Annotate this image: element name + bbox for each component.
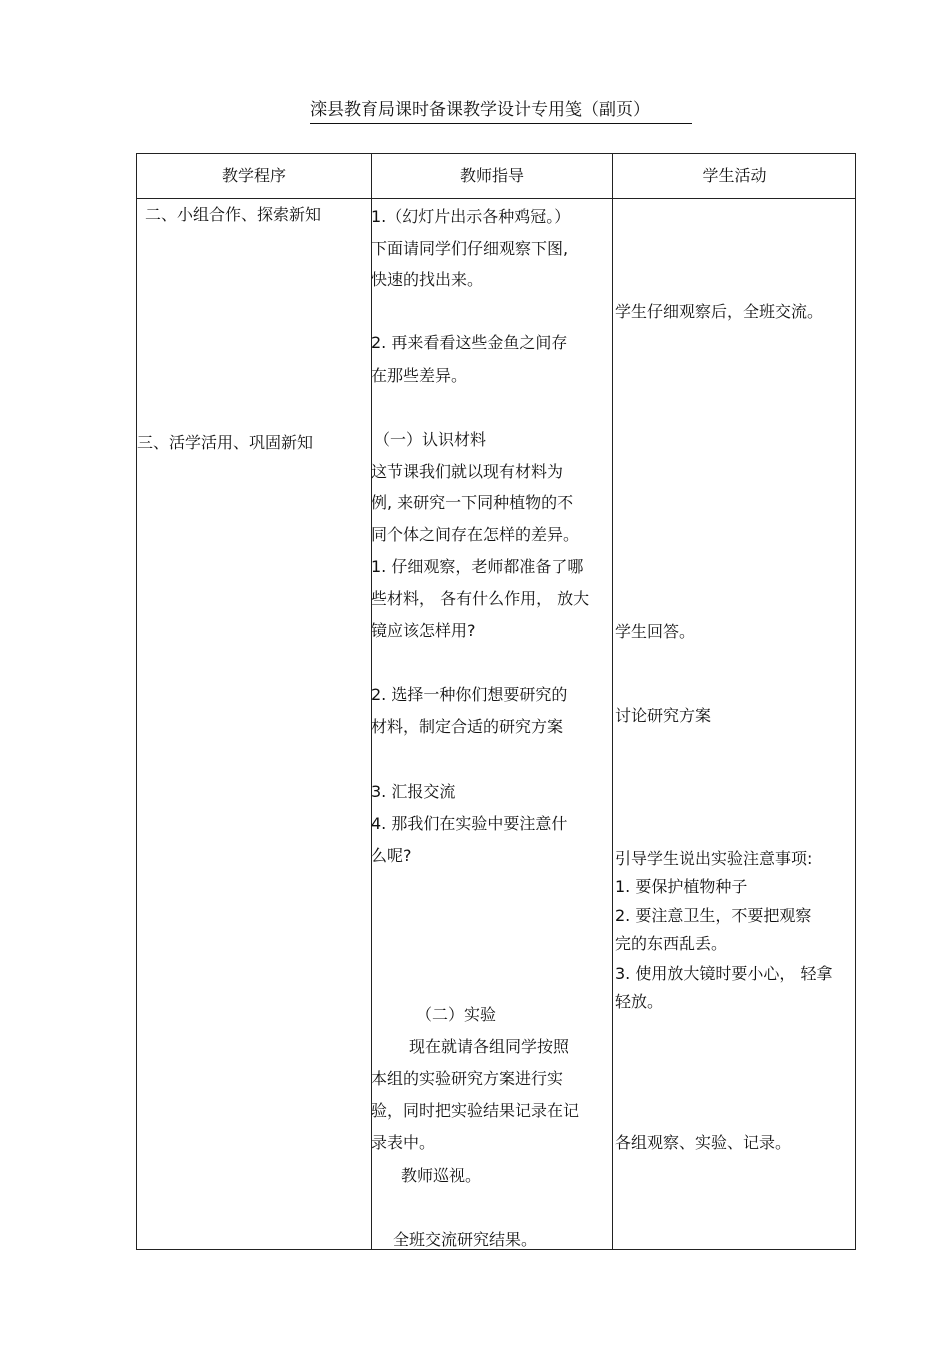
teacher-line: 3. 汇报交流 bbox=[371, 782, 456, 801]
header-student: 学生活动 bbox=[702, 166, 767, 185]
teacher-line: 现在就请各组同学按照 bbox=[409, 1037, 570, 1056]
column-divider bbox=[612, 154, 613, 1249]
lesson-plan-table bbox=[136, 153, 856, 1250]
teacher-line: 本组的实验研究方案进行实 bbox=[371, 1069, 564, 1088]
teacher-line: 镜应该怎样用? bbox=[371, 621, 476, 640]
teacher-line: 这节课我们就以现有材料为 bbox=[371, 462, 564, 481]
teacher-line: 4. 那我们在实验中要注意什 bbox=[371, 814, 568, 833]
teacher-line: 2. 再来看看这些金鱼之间存 bbox=[371, 333, 568, 352]
teacher-line: 1. 仔细观察，老师都准备了哪 bbox=[371, 557, 584, 576]
student-line: 3. 使用放大镜时要小心， 轻拿 bbox=[615, 964, 833, 983]
teacher-line: 么呢? bbox=[371, 846, 412, 865]
student-line: 讨论研究方案 bbox=[615, 706, 712, 725]
student-line: 学生回答。 bbox=[615, 622, 696, 641]
teacher-line: 全班交流研究结果。 bbox=[393, 1230, 538, 1249]
teacher-line: （二）实验 bbox=[416, 1005, 497, 1024]
student-line: 各组观察、实验、记录。 bbox=[615, 1133, 792, 1152]
teacher-line: 2. 选择一种你们想要研究的 bbox=[371, 685, 568, 704]
teacher-line: 录表中。 bbox=[371, 1133, 436, 1152]
student-line: 学生仔细观察后，全班交流。 bbox=[615, 302, 824, 321]
student-line: 2. 要注意卫生，不要把观察 bbox=[615, 906, 812, 925]
teacher-line: 快速的找出来。 bbox=[371, 270, 484, 289]
header-procedure: 教学程序 bbox=[221, 166, 286, 185]
teacher-line: 验，同时把实验结果记录在记 bbox=[371, 1101, 580, 1120]
teacher-line: 1.（幻灯片出示各种鸡冠。） bbox=[371, 207, 571, 226]
teacher-line: 下面请同学们仔细观察下图, bbox=[371, 239, 569, 258]
teacher-line: 在那些差异。 bbox=[371, 366, 468, 385]
teacher-line: 同个体之间存在怎样的差异。 bbox=[371, 525, 580, 544]
student-line: 引导学生说出实验注意事项: bbox=[615, 849, 813, 868]
page-title: 滦县教育局课时备课教学设计专用笺（副页） bbox=[310, 98, 692, 124]
teacher-line: （一）认识材料 bbox=[374, 430, 487, 449]
header-teacher: 教师指导 bbox=[459, 166, 524, 185]
procedure-step-3: 三、活学活用、巩固新知 bbox=[137, 433, 314, 452]
teacher-line: 例, 来研究一下同种植物的不 bbox=[371, 493, 574, 512]
procedure-step-2: 二、小组合作、探索新知 bbox=[145, 205, 322, 224]
teacher-line: 教师巡视。 bbox=[401, 1166, 482, 1185]
teacher-line: 材料，制定合适的研究方案 bbox=[371, 717, 564, 736]
teacher-line: 些材料， 各有什么作用， 放大 bbox=[371, 589, 590, 608]
student-line: 完的东西乱丢。 bbox=[615, 934, 728, 953]
student-line: 1. 要保护植物种子 bbox=[615, 877, 748, 896]
student-line: 轻放。 bbox=[615, 992, 664, 1011]
